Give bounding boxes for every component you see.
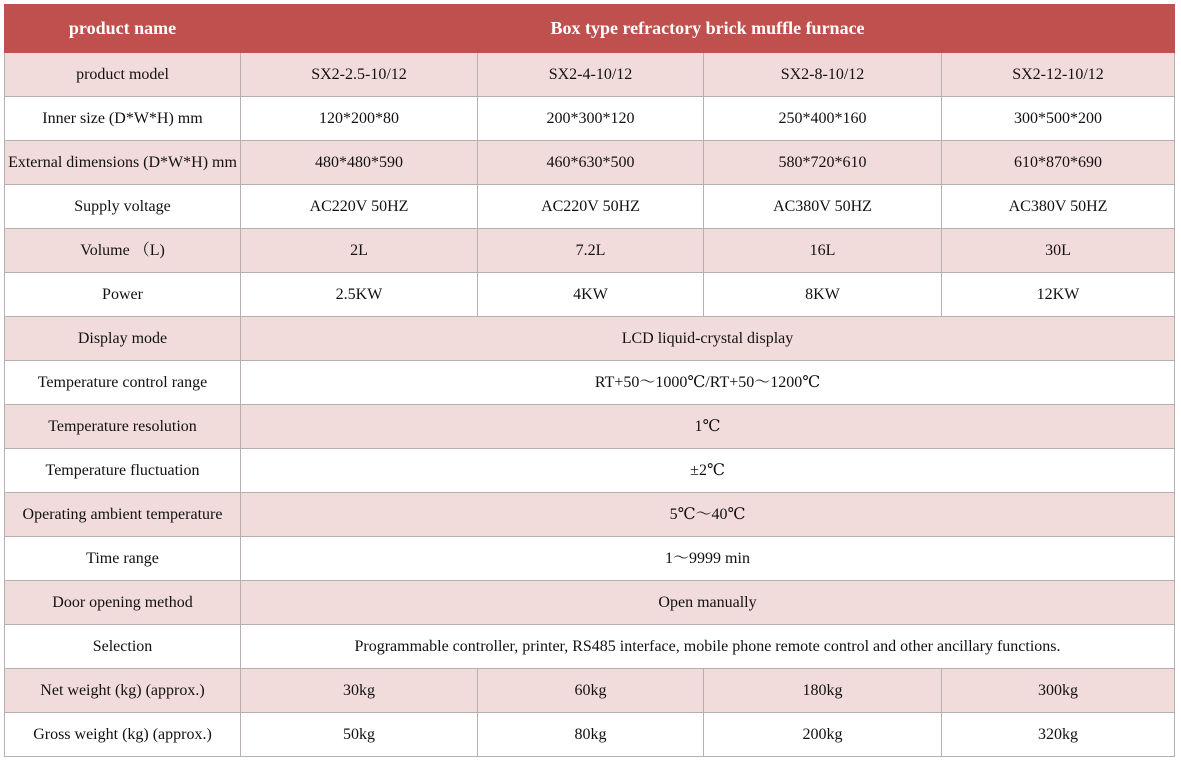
- row-product-model: [5, 53, 1175, 97]
- row-temperature-control-range: [5, 361, 1175, 405]
- cell-value: AC220V 50HZ: [241, 185, 478, 229]
- row-label: Supply voltage: [5, 185, 241, 229]
- row-label: Display mode: [5, 317, 241, 361]
- row-external-dimensions: [5, 141, 1175, 185]
- cell-value: 250*400*160: [704, 97, 942, 141]
- cell-value: SX2-2.5-10/12: [241, 53, 478, 97]
- cell-value: LCD liquid-crystal display: [241, 317, 1175, 361]
- row-label: Inner size (D*W*H) mm: [5, 97, 241, 141]
- cell-value: 50kg: [241, 713, 478, 757]
- cell-value: 460*630*500: [478, 141, 704, 185]
- cell-value: 60kg: [478, 669, 704, 713]
- cell-value: 30L: [942, 229, 1175, 273]
- row-label: Volume （L): [5, 229, 241, 273]
- cell-value: 16L: [704, 229, 942, 273]
- row-label: Temperature fluctuation: [5, 449, 241, 493]
- row-net-weight: [5, 669, 1175, 713]
- cell-value: 7.2L: [478, 229, 704, 273]
- spec-table: [4, 4, 1175, 757]
- row-gross-weight: [5, 713, 1175, 757]
- row-temperature-resolution: [5, 405, 1175, 449]
- row-inner-size: [5, 97, 1175, 141]
- cell-value: Programmable controller, printer, RS485 interface, mobile phone remote control and other ancillary functions.: [241, 625, 1175, 669]
- cell-value: 4KW: [478, 273, 704, 317]
- table-title: Box type refractory brick muffle furnace: [241, 5, 1175, 53]
- cell-value: 580*720*610: [704, 141, 942, 185]
- row-label: Temperature resolution: [5, 405, 241, 449]
- cell-value: AC220V 50HZ: [478, 185, 704, 229]
- row-label: Gross weight (kg) (approx.): [5, 713, 241, 757]
- row-power: [5, 273, 1175, 317]
- cell-value: 30kg: [241, 669, 478, 713]
- cell-value: 300kg: [942, 669, 1175, 713]
- row-time-range: [5, 537, 1175, 581]
- row-label: Selection: [5, 625, 241, 669]
- cell-value: SX2-12-10/12: [942, 53, 1175, 97]
- row-selection: [5, 625, 1175, 669]
- cell-value: 8KW: [704, 273, 942, 317]
- row-temperature-fluctuation: [5, 449, 1175, 493]
- row-label: Temperature control range: [5, 361, 241, 405]
- cell-value: 320kg: [942, 713, 1175, 757]
- cell-value: ±2℃: [241, 449, 1175, 493]
- cell-value: 180kg: [704, 669, 942, 713]
- row-display-mode: [5, 317, 1175, 361]
- header-label: product name: [5, 5, 241, 53]
- cell-value: 300*500*200: [942, 97, 1175, 141]
- cell-value: 12KW: [942, 273, 1175, 317]
- cell-value: 2.5KW: [241, 273, 478, 317]
- row-door-opening-method: [5, 581, 1175, 625]
- cell-value: 5℃～40℃: [241, 493, 1175, 537]
- cell-value: Open manually: [241, 581, 1175, 625]
- row-volume: [5, 229, 1175, 273]
- cell-value: 480*480*590: [241, 141, 478, 185]
- row-operating-ambient-temperature: [5, 493, 1175, 537]
- cell-value: RT+50～1000℃/RT+50～1200℃: [241, 361, 1175, 405]
- row-label: External dimensions (D*W*H) mm: [5, 141, 241, 185]
- cell-value: 200kg: [704, 713, 942, 757]
- cell-value: SX2-8-10/12: [704, 53, 942, 97]
- table-header-row: [5, 5, 1175, 53]
- cell-value: 1℃: [241, 405, 1175, 449]
- row-label: product model: [5, 53, 241, 97]
- cell-value: AC380V 50HZ: [942, 185, 1175, 229]
- cell-value: 80kg: [478, 713, 704, 757]
- row-label: Net weight (kg) (approx.): [5, 669, 241, 713]
- cell-value: AC380V 50HZ: [704, 185, 942, 229]
- cell-value: 2L: [241, 229, 478, 273]
- row-supply-voltage: [5, 185, 1175, 229]
- row-label: Operating ambient temperature: [5, 493, 241, 537]
- cell-value: 1～9999 min: [241, 537, 1175, 581]
- cell-value: 610*870*690: [942, 141, 1175, 185]
- cell-value: SX2-4-10/12: [478, 53, 704, 97]
- row-label: Door opening method: [5, 581, 241, 625]
- row-label: Power: [5, 273, 241, 317]
- cell-value: 120*200*80: [241, 97, 478, 141]
- row-label: Time range: [5, 537, 241, 581]
- cell-value: 200*300*120: [478, 97, 704, 141]
